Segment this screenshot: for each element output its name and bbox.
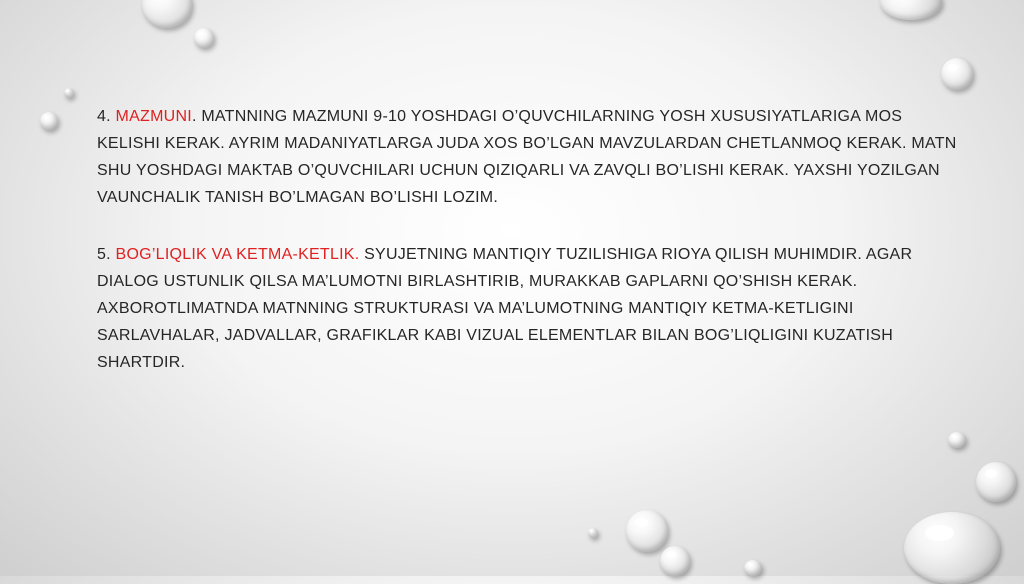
water-drop-icon bbox=[880, 0, 942, 20]
water-drop-icon bbox=[948, 432, 966, 448]
water-drop-icon bbox=[744, 560, 762, 576]
water-drop-icon bbox=[626, 510, 668, 552]
water-drop-icon bbox=[588, 528, 598, 538]
paragraph-heading: BOG’LIQLIK VA KETMA-KETLIK. bbox=[115, 246, 360, 263]
paragraph-mazmuni bbox=[97, 103, 957, 211]
paragraph-body: SYUJETNING MANTIQIY TUZILISHIGA RIOYA QILISH MUHIMDIR. AGAR DIALOG USTUNLIK QILSA MA’LUMOTNI BIRLASHTIRIB, MURAKKAB GAPLARNI QO’SHISH KERAK. AXBOROTLIMATNDA MATNNING STRUKTURASI VA MA’LUMOTNING MANTIQIY KETMA-KETLIGINI SARLAVHALAR, JADVALLAR, GRAFIKLAR KABI VIZUAL ELEMENTLAR BILAN BOG’LIQLIGINI KUZATISH SHARTDIR. bbox=[97, 246, 913, 371]
water-drop-icon bbox=[941, 58, 973, 90]
paragraph-number: 5. bbox=[97, 246, 116, 263]
water-drop-icon bbox=[194, 28, 214, 48]
water-drop-icon bbox=[142, 0, 192, 28]
paragraph-number: 4. bbox=[97, 108, 116, 125]
paragraph-bogliqlik bbox=[97, 241, 957, 376]
water-drop-icon bbox=[976, 462, 1016, 502]
paragraph-body: MATNNING MAZMUNI 9-10 YOSHDAGI O’QUVCHILARNING YOSH XUSUSIYATLARIGA MOS KELISHI KERAK. AYRIM MADANIYATLARGA JUDA XOS BO’LGAN MAVZULARDAN CHETLANMOQ KERAK. MATN SHU YOSHDAGI MAKTAB O’QUVCHILARI UCHUN QIZIQARLI VA ZAVQLI BO’LISHI KERAK. YAXSHI YOZILGAN VAUNCHALIK TANISH BO’LMAGAN BO’LISHI LOZIM. bbox=[97, 108, 957, 206]
paragraph-heading-suffix: . bbox=[191, 108, 197, 125]
paragraph-heading: MAZMUNI bbox=[115, 108, 192, 125]
water-drop-icon bbox=[660, 546, 690, 576]
water-drop-icon bbox=[904, 512, 1000, 584]
slide-content bbox=[97, 103, 957, 406]
water-drop-icon bbox=[40, 112, 58, 130]
water-drop-icon bbox=[64, 88, 74, 98]
